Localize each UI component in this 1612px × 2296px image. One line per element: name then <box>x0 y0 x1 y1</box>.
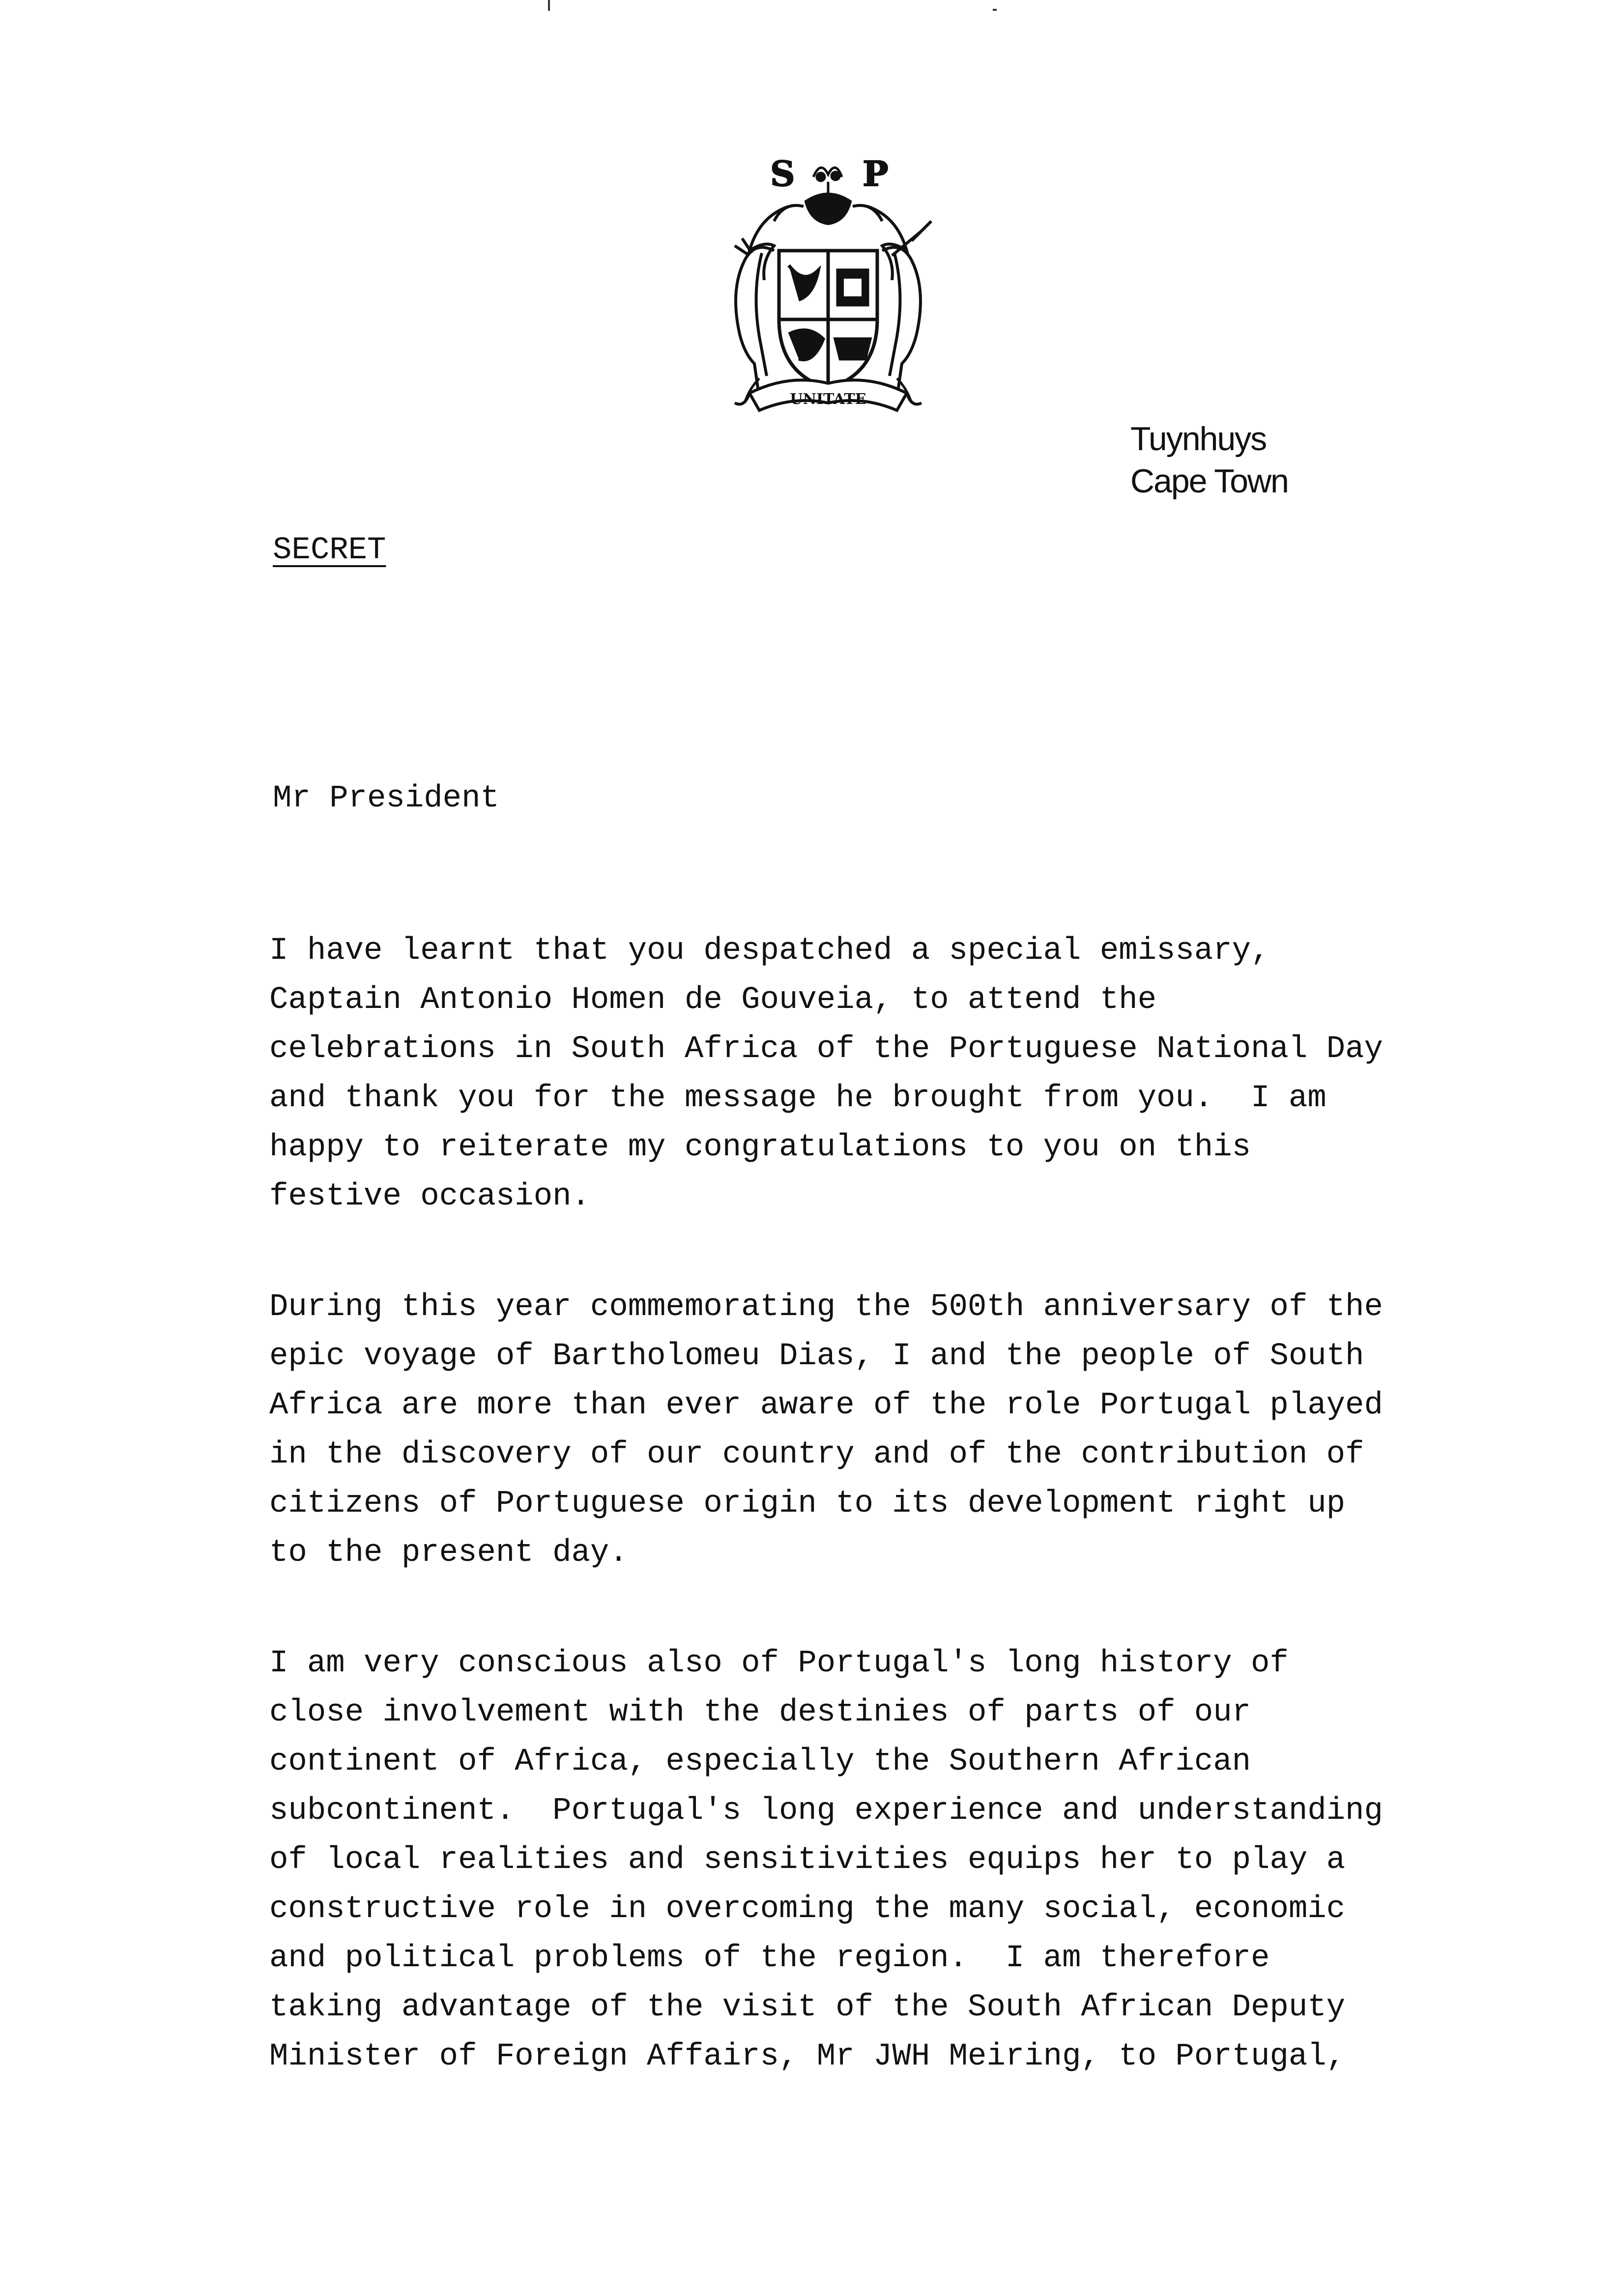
text-line: Africa are more than ever aware of the role Portugal played <box>269 1388 1383 1423</box>
text-line: During this year commemorating the 500th anniversary of the <box>269 1290 1383 1325</box>
crest-motto-scroll <box>735 378 921 410</box>
text-line: festive occasion. <box>269 1179 590 1214</box>
address-line: Cape Town <box>1130 462 1288 500</box>
text-line: I have learnt that you despatched a special emissary, <box>269 933 1270 969</box>
text-line: Captain Antonio Homen de Gouveia, to attend the <box>269 982 1157 1018</box>
coat-of-arms-emblem <box>715 147 941 423</box>
text-line: constructive role in overcoming the many social, economic <box>269 1892 1346 1927</box>
text-line: to the present day. <box>269 1535 628 1571</box>
crest-right-letter: P <box>863 153 889 194</box>
text-line: in the discovery of our country and of the contribution of <box>269 1437 1364 1472</box>
classification-label: SECRET <box>273 533 386 568</box>
text-line: continent of Africa, especially the Southern African <box>269 1744 1251 1779</box>
letter-body <box>269 926 1547 2143</box>
crest-shield <box>779 251 877 388</box>
scan-speck <box>993 9 997 11</box>
paragraph <box>269 926 1547 1221</box>
text-line: citizens of Portuguese origin to its development right up <box>269 1486 1346 1521</box>
text-line: and thank you for the message he brought from you. I am <box>269 1081 1326 1116</box>
sender-address <box>1130 418 1288 502</box>
text-line: subcontinent. Portugal's long experience and understanding <box>269 1793 1383 1829</box>
text-line: and political problems of the region. I am therefore <box>269 1941 1270 1976</box>
text-line: happy to reiterate my congratulations to you on this <box>269 1130 1251 1165</box>
paragraph <box>269 1283 1547 1578</box>
crest-motto-text: UNITATE <box>790 391 866 408</box>
text-line: of local realities and sensitivities equips her to play a <box>269 1842 1346 1878</box>
paragraph <box>269 1639 1547 2081</box>
text-line: close involvement with the destinies of parts of our <box>269 1695 1251 1730</box>
text-line: epic voyage of Bartholomeu Dias, I and the people of South <box>269 1339 1364 1374</box>
text-line: Minister of Foreign Affairs, Mr JWH Meiring, to Portugal, <box>269 2039 1346 2074</box>
text-line: celebrations in South Africa of the Portuguese National Day <box>269 1032 1383 1067</box>
salutation: Mr President <box>273 781 499 816</box>
crest-left-letter: S <box>770 153 795 194</box>
scan-speck <box>548 0 550 11</box>
text-line: taking advantage of the visit of the South African Deputy <box>269 1990 1346 2025</box>
text-line: I am very conscious also of Portugal's long history of <box>269 1646 1289 1681</box>
address-line: Tuynhuys <box>1130 420 1267 458</box>
